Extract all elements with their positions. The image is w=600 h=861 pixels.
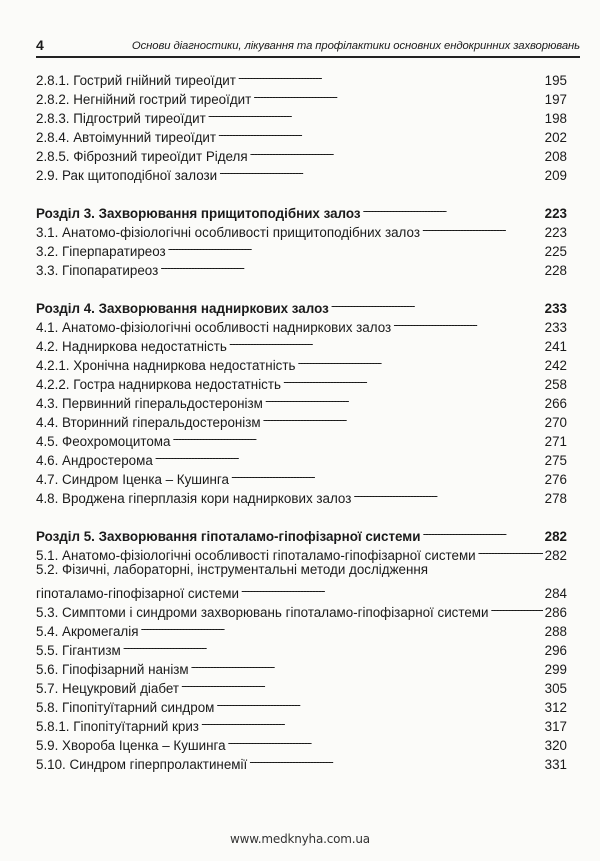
toc-entry-page: 266 xyxy=(544,396,567,411)
leader-dots xyxy=(478,541,543,560)
toc-entry-title: 2.8.3. Підгострий тиреоїдит xyxy=(36,111,206,126)
toc-entry-page: 299 xyxy=(544,662,567,677)
toc-section-5 xyxy=(36,522,567,772)
leader-dots xyxy=(172,427,542,446)
footer-website: www.medknyha.com.ua xyxy=(230,832,370,846)
toc-entry-title: 5.4. Акромегалія xyxy=(36,624,139,639)
leader-dots xyxy=(181,674,543,693)
leader-dots xyxy=(218,123,543,142)
toc-entry-title: гіпоталамо-гіпофізарної системи xyxy=(36,586,239,601)
leader-dots xyxy=(297,351,542,370)
toc-entry-page: 320 xyxy=(544,738,567,753)
toc-entry-title: 2.9. Рак щитоподібної залози xyxy=(36,168,218,183)
toc-chapter-heading[interactable] xyxy=(36,294,567,316)
toc-entry-title: 4.5. Феохромоцитома xyxy=(36,434,171,449)
page-header xyxy=(36,36,580,58)
toc-entry-page: 209 xyxy=(544,168,567,183)
leader-dots xyxy=(216,693,542,712)
toc-entry-line1[interactable] xyxy=(36,560,567,579)
toc-entry-page: 223 xyxy=(544,206,567,221)
toc-entry-title: 5.1. Анатомо-фізіологічні особливості гіпоталамо-гіпофізарної системи xyxy=(36,548,476,563)
toc-entry-title: 4.4. Вторинний гіперальдостеронізм xyxy=(36,415,261,430)
toc-entry-page: 225 xyxy=(544,244,567,259)
toc-entry-title: 2.8.2. Негнійний гострий тиреоїдит xyxy=(36,92,252,107)
toc-entry-page: 288 xyxy=(544,624,567,639)
toc-entry-page: 228 xyxy=(544,263,567,278)
toc-entry[interactable] xyxy=(36,579,567,601)
toc-entry-page: 233 xyxy=(544,301,567,316)
leader-dots xyxy=(201,712,543,731)
toc-entry-page: 242 xyxy=(544,358,567,373)
toc-entry-page: 270 xyxy=(544,415,567,430)
toc-entry-page: 258 xyxy=(544,377,567,392)
leader-dots xyxy=(231,465,543,484)
toc-entry-title: 5.7. Нецукровий діабет xyxy=(36,681,179,696)
leader-dots xyxy=(331,294,543,313)
toc-entry-page: 271 xyxy=(544,434,567,449)
table-of-contents xyxy=(36,66,567,788)
toc-entry-title: 4.2.2. Гостра надниркова недостатність xyxy=(36,377,281,392)
toc-entry-title: 2.8.5. Фіброзний тиреоїдит Ріделя xyxy=(36,149,248,164)
toc-entry-title: 5.9. Хвороба Іценка – Кушинга xyxy=(36,738,226,753)
leader-dots xyxy=(490,598,542,617)
toc-entry-title: 2.8.1. Гострий гнійний тиреоїдит xyxy=(36,73,236,88)
toc-entry-title: 5.8. Гіпопітуїтарний синдром xyxy=(36,700,215,715)
toc-entry-page: 223 xyxy=(544,225,567,240)
toc-entry-page: 233 xyxy=(544,320,567,335)
leader-dots xyxy=(263,408,543,427)
toc-entry-page: 305 xyxy=(544,681,567,696)
leader-dots xyxy=(123,636,543,655)
toc-entry-page: 331 xyxy=(544,757,567,772)
toc-entry-title: 4.6. Андростерома xyxy=(36,453,153,468)
toc-entry-page: 296 xyxy=(544,643,567,658)
leader-dots xyxy=(140,617,542,636)
toc-section-2-tail xyxy=(36,66,567,183)
toc-entry-page: 241 xyxy=(544,339,567,354)
toc-entry-title: Розділ 4. Захворювання надниркових залоз xyxy=(36,301,329,316)
toc-entry-page: 276 xyxy=(544,472,567,487)
toc-entry-page: 282 xyxy=(544,529,567,544)
toc-entry-page: 282 xyxy=(544,548,567,563)
toc-entry-page: 312 xyxy=(544,700,567,715)
toc-entry-title: 3.3. Гіпопаратиреоз xyxy=(36,263,159,278)
toc-section-3 xyxy=(36,199,567,278)
leader-dots xyxy=(208,104,543,123)
toc-entry-title: 4.1. Анатомо-фізіологічні особливості надниркових залоз xyxy=(36,320,392,335)
toc-entry-title: 4.2.1. Хронічна надниркова недостатність xyxy=(36,358,296,373)
toc-entry-title: Розділ 3. Захворювання прищитоподібних залоз xyxy=(36,206,361,221)
toc-entry-page: 278 xyxy=(544,491,567,506)
page-number: 4 xyxy=(36,37,44,53)
toc-entry-page: 195 xyxy=(544,73,567,88)
leader-dots xyxy=(229,332,543,351)
toc-entry-page: 198 xyxy=(544,111,567,126)
toc-entry-title: Розділ 5. Захворювання гіпоталамо-гіпофізарної системи xyxy=(36,529,421,544)
toc-entry-title: 4.3. Первинний гіперальдостеронізм xyxy=(36,396,263,411)
leader-dots xyxy=(228,731,543,750)
toc-entry[interactable] xyxy=(36,66,567,88)
leader-dots xyxy=(422,218,543,237)
toc-entry-title-line1: 5.2. Фізичні, лабораторні, інструментальні методи дослідження xyxy=(36,562,429,577)
leader-dots xyxy=(363,199,543,218)
toc-entry-title: 3.2. Гіперпаратиреоз xyxy=(36,244,166,259)
leader-dots xyxy=(155,446,543,465)
toc-entry-title: 5.10. Синдром гіперпролактинемії xyxy=(36,757,248,772)
toc-chapter-heading[interactable] xyxy=(36,199,567,221)
toc-entry-page: 197 xyxy=(544,92,567,107)
leader-dots xyxy=(283,370,543,389)
leader-dots xyxy=(422,522,542,541)
leader-dots xyxy=(168,237,543,256)
toc-entry-title: 4.7. Синдром Іценка – Кушинга xyxy=(36,472,229,487)
toc-entry-title: 5.3. Симптоми і синдроми захворювань гіпоталамо-гіпофізарної системи xyxy=(36,605,489,620)
toc-entry-page: 286 xyxy=(544,605,567,620)
leader-dots xyxy=(250,142,543,161)
toc-entry-page: 284 xyxy=(544,586,567,601)
toc-chapter-heading[interactable] xyxy=(36,522,567,544)
toc-entry-page: 317 xyxy=(544,719,567,734)
toc-entry-title: 4.8. Вроджена гіперплазія кори надниркових залоз xyxy=(36,491,352,506)
leader-dots xyxy=(219,161,543,180)
leader-dots xyxy=(253,85,542,104)
toc-entry-page: 208 xyxy=(544,149,567,164)
leader-dots xyxy=(393,313,543,332)
leader-dots xyxy=(160,256,542,275)
leader-dots xyxy=(241,579,543,598)
leader-dots xyxy=(353,484,542,503)
leader-dots xyxy=(249,750,542,769)
toc-section-4 xyxy=(36,294,567,506)
toc-entry-page: 275 xyxy=(544,453,567,468)
toc-entry-page: 202 xyxy=(544,130,567,145)
leader-dots xyxy=(265,389,543,408)
toc-entry-title: 4.2. Надниркова недостатність xyxy=(36,339,227,354)
leader-dots xyxy=(238,66,543,85)
running-title: Основи діагностики, лікування та профілактики основних ендокринних захворювань xyxy=(131,40,580,52)
toc-entry-title: 5.8.1. Гіпопітуїтарний криз xyxy=(36,719,199,734)
leader-dots xyxy=(191,655,543,674)
toc-entry-title: 5.5. Гігантизм xyxy=(36,643,121,658)
toc-entry-title: 3.1. Анатомо-фізіологічні особливості прищитоподібних залоз xyxy=(36,225,420,240)
toc-entry-title: 2.8.4. Автоімунний тиреоїдит xyxy=(36,130,217,145)
toc-entry-title: 5.6. Гіпофізарний нанізм xyxy=(36,662,189,677)
